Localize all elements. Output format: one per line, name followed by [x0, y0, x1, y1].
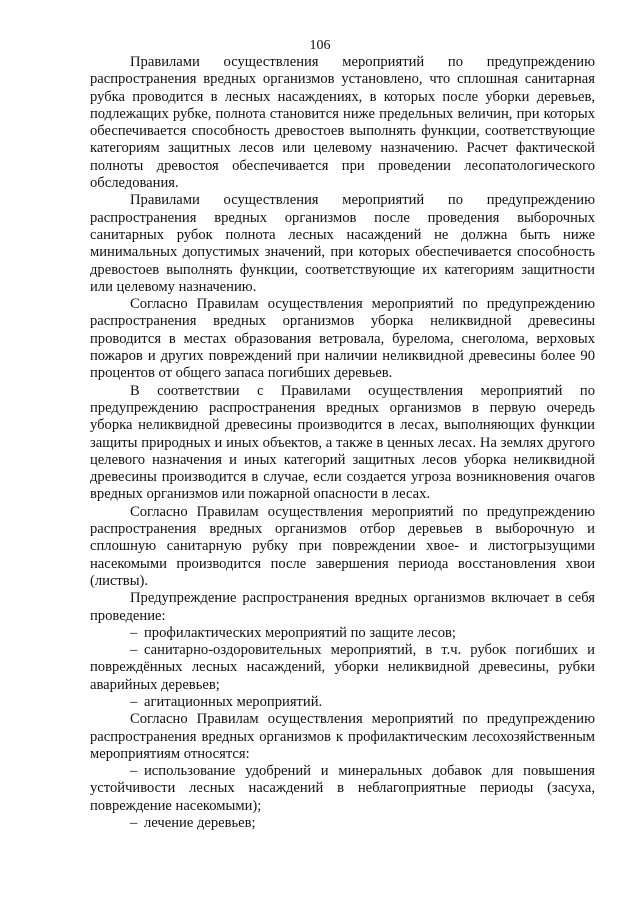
- list-item-text: профилактических мероприятий по защите лесов;: [144, 624, 456, 641]
- list-item: [90, 815, 595, 832]
- dash-marker: –: [130, 642, 138, 659]
- paragraph-5: Согласно Правилам осуществления мероприятий по предупреждению распространения вредных организмов отбор деревьев в выборочную и сплошную санитарную рубку при повреждении хвое- и листогрызущими насекомыми производится после завершения периода восстановления хвои (листвы).: [90, 503, 595, 589]
- paragraph-2: Правилами осуществления мероприятий по предупреждению распространения вредных организмов после проведения выборочных санитарных рубок полнота лесных насаждений не должна быть ниже минимальных допустимых значений, при которых обеспечивается способность древостоев выполнять функции, соответствующие их категориям защитности или целевому назначению.: [90, 192, 595, 295]
- paragraph-7: Согласно Правилам осуществления мероприятий по предупреждению распространения вредных организмов к профилактическим лесохозяйственным мероприятиям относятся:: [90, 711, 595, 762]
- page-number: 106: [309, 38, 331, 53]
- list-item-text: агитационных мероприятий.: [144, 693, 323, 710]
- list-item-text: санитарно-оздоровительных мероприятий, в т.ч. рубок погибших и повреждённых лесных насаждений, уборки неликвидной древесины, рубки аварийных деревьев;: [90, 642, 595, 693]
- dash-marker: –: [130, 815, 138, 832]
- paragraph-6: Предупреждение распространения вредных организмов включает в себя проведение:: [90, 590, 595, 624]
- list-item-text: использование удобрений и минеральных добавок для повышения устойчивости лесных насаждений в неблагоприятные периоды (засуха, повреждение насекомыми);: [90, 763, 595, 814]
- list-item: [90, 763, 595, 815]
- paragraph-4: В соответствии с Правилами осуществления мероприятий по предупреждению распространения вредных организмов в первую очередь уборка неликвидной древесины производится в лесах, выполняющих функции защиты природных и иных объектов, а также в ценных лесах. На землях другого целевого назначения и иных категорий защитных лесов уборка неликвидной древесины производится в случае, если создается угроза возникновения очагов вредных организмов или пожарной опасности в лесах.: [90, 382, 595, 503]
- list-item-text: лечение деревьев;: [144, 815, 256, 832]
- paragraph-3: Согласно Правилам осуществления мероприятий по предупреждению распространения вредных организмов уборка неликвидной древесины проводится в местах образования ветровала, бурелома, снеголома, верховых пожаров и других повреждений при наличии неликвидной древесины более 90 процентов от общего запаса погибших деревьев.: [90, 296, 595, 382]
- list-item: [90, 642, 595, 694]
- body-text: [90, 54, 595, 832]
- list-item: [90, 625, 595, 642]
- paragraph-1: Правилами осуществления мероприятий по предупреждению распространения вредных организмов установлено, что сплошная санитарная рубка проводится в лесных насаждениях, в которых после уборки деревьев, подлежащих рубке, полнота становится ниже предельных величин, при которых обеспечивается способность древостоев выполнять функции, соответствующие категориям защитных лесов или целевому назначению. Расчет фактической полноты древостоя обеспечивается при проведении лесопатологического обследования.: [90, 54, 595, 192]
- dash-marker: –: [130, 693, 138, 710]
- dash-marker: –: [130, 763, 138, 780]
- list-item: [90, 694, 595, 711]
- dash-marker: –: [130, 624, 138, 641]
